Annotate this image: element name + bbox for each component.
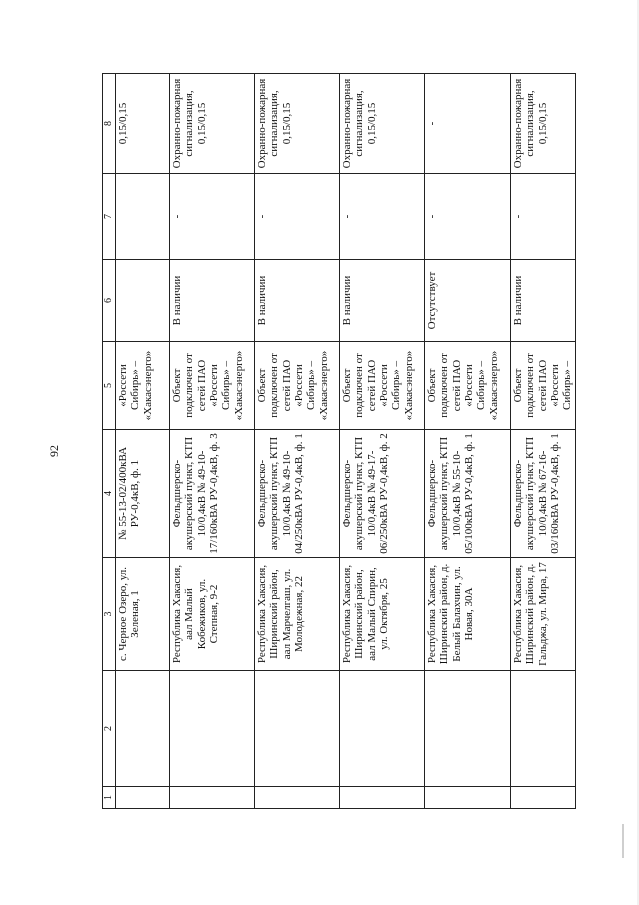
column-7-cell: - bbox=[511, 174, 576, 260]
table-row bbox=[255, 74, 340, 809]
column-number-2: 2 bbox=[103, 671, 116, 787]
availability-cell: Отсутствует bbox=[425, 260, 511, 342]
security-cell: Охранно-пожарная сигнализация, 0,15/0,15 bbox=[170, 74, 255, 174]
power-supply-cell: Фельдшерско-акушерский пункт, КТП 10/0,4кВ № 49-17-06/250кВА РУ-0,4кВ, ф. 2 bbox=[340, 430, 425, 558]
column-number-3: 3 bbox=[103, 558, 116, 671]
security-cell: Охранно-пожарная сигнализация, 0,15/0,15 bbox=[255, 74, 340, 174]
security-cell: Охранно-пожарная сигнализация, 0,15/0,15 bbox=[511, 74, 576, 174]
row-number-cell bbox=[511, 787, 576, 809]
page-number: 92 bbox=[47, 445, 61, 457]
security-cell: Охранно-пожарная сигнализация, 0,15/0,15 bbox=[340, 74, 425, 174]
name-cell bbox=[511, 671, 576, 787]
power-supply-cell: № 55-13-02/400кВА РУ-0,4кВ, ф. 1 bbox=[116, 430, 170, 558]
row-number-cell bbox=[425, 787, 511, 809]
column-7-cell: - bbox=[425, 174, 511, 260]
availability-cell: В наличии bbox=[340, 260, 425, 342]
address-cell: Республика Хакасия, Ширинский район, аал Малый Спирин, ул. Октября, 25 bbox=[340, 558, 425, 671]
name-cell bbox=[116, 671, 170, 787]
security-cell: - bbox=[425, 74, 511, 174]
table-row bbox=[170, 74, 255, 809]
connection-cell: Объект подключен от сетей ПАО «Россети Сибирь» – «Хакасэнерго» bbox=[170, 342, 255, 430]
table-row bbox=[425, 74, 511, 809]
column-7-cell: - bbox=[170, 174, 255, 260]
table-row bbox=[116, 74, 170, 809]
power-supply-cell: Фельдшерско-акушерский пункт, КТП 10/0,4кВ № 49-10-17/160кВА РУ-0,4кВ, ф. 3 bbox=[170, 430, 255, 558]
column-number-1: 1 bbox=[103, 787, 116, 809]
availability-cell: В наличии bbox=[255, 260, 340, 342]
column-number-8: 8 bbox=[103, 74, 116, 174]
address-cell: с. Черное Озеро, ул. Зеленая, 1 bbox=[116, 558, 170, 671]
connection-cell: Объект подключен от сетей ПАО «Россети Сибирь» – «Хакасэнерго» bbox=[425, 342, 511, 430]
rotated-table-container bbox=[102, 74, 574, 809]
address-cell: Республика Хакасия, Ширинский район, д. Белый Балахчин, ул. Новая, 30А bbox=[425, 558, 511, 671]
table-row bbox=[511, 74, 576, 809]
name-cell bbox=[340, 671, 425, 787]
column-7-cell: - bbox=[255, 174, 340, 260]
row-number-cell bbox=[255, 787, 340, 809]
address-cell: Республика Хакасия, аал Малый Кобежиков, ул. Степная, 9-2 bbox=[170, 558, 255, 671]
connection-cell: «Россети Сибирь» – «Хакасэнерго» bbox=[116, 342, 170, 430]
column-7-cell bbox=[116, 174, 170, 260]
power-supply-cell: Фельдшерско-акушерский пункт, КТП 10/0,4кВ № 67-16-03/160кВА РУ-0,4кВ, ф. 1 bbox=[511, 430, 576, 558]
column-number-6: 6 bbox=[103, 260, 116, 342]
security-cell: 0,15/0,15 bbox=[116, 74, 170, 174]
row-number-cell bbox=[116, 787, 170, 809]
column-7-cell: - bbox=[340, 174, 425, 260]
table-header-row bbox=[103, 74, 116, 809]
power-supply-cell: Фельдшерско-акушерский пункт, КТП 10/0,4кВ № 49-10-04/250кВА РУ-0,4кВ, ф. 1 bbox=[255, 430, 340, 558]
address-cell: Республика Хакасия, Ширинский район, аал Марчелгаш, ул. Молодежная, 22 bbox=[255, 558, 340, 671]
address-cell: Республика Хакасия, Ширинский район, д. Гальджа, ул. Мира, 17 bbox=[511, 558, 576, 671]
facilities-table bbox=[102, 73, 576, 809]
connection-cell: Объект подключен от сетей ПАО «Россети Сибирь» – bbox=[511, 342, 576, 430]
connection-cell: Объект подключен от сетей ПАО «Россети Сибирь» – «Хакасэнерго» bbox=[340, 342, 425, 430]
column-number-4: 4 bbox=[103, 430, 116, 558]
availability-cell: В наличии bbox=[170, 260, 255, 342]
name-cell bbox=[255, 671, 340, 787]
column-number-5: 5 bbox=[103, 342, 116, 430]
table-row bbox=[340, 74, 425, 809]
name-cell bbox=[425, 671, 511, 787]
row-number-cell bbox=[340, 787, 425, 809]
row-number-cell bbox=[170, 787, 255, 809]
availability-cell bbox=[116, 260, 170, 342]
power-supply-cell: Фельдшерско-акушерский пункт, КТП 10/0,4кВ № 55-10-05/100кВА РУ-0,4кВ, ф. 1 bbox=[425, 430, 511, 558]
availability-cell: В наличии bbox=[511, 260, 576, 342]
column-number-7: 7 bbox=[103, 174, 116, 260]
name-cell bbox=[170, 671, 255, 787]
scan-mark bbox=[622, 824, 624, 858]
connection-cell: Объект подключен от сетей ПАО «Россети Сибирь» – «Хакасэнерго» bbox=[255, 342, 340, 430]
